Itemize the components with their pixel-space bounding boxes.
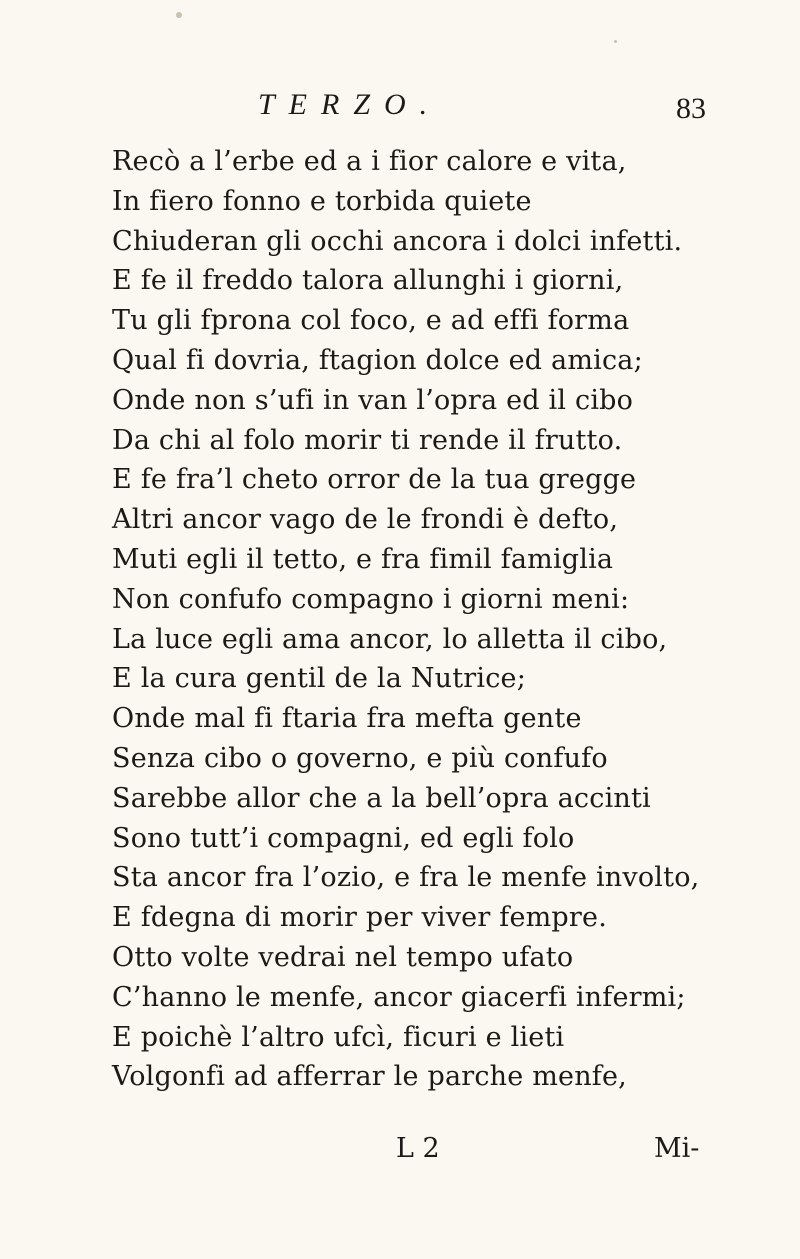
catchword: Mi- [654,1133,700,1164]
verse-line: Senza cibo o governo, e più confufo [112,742,608,774]
verse-line: Non confufo compagno i giorni meni: [112,583,630,615]
verse-line: Otto volte vedrai nel tempo ufato [112,941,574,973]
verse-line: E poichè l’altro ufcì, ficuri e lieti [112,1021,565,1053]
page-number: 83 [676,92,706,125]
verse-line: E fe il freddo talora allunghi i giorni, [112,265,624,297]
verse-line: Recò a l’erbe ed a i fior calore e vita, [112,146,627,177]
verse-line: La luce egli ama ancor, lo alletta il cibo, [112,623,668,655]
running-title: TERZO. [258,88,442,121]
verse-line: Sono tutt’i compagni, ed egli folo [112,822,575,854]
verse-line: Altri ancor vago de le frondi è defto, [112,504,619,536]
verse-line: Volgonfi ad afferrar le parche menfe, [112,1061,627,1093]
paper-speck [176,12,182,18]
signature-mark: L 2 [396,1133,440,1164]
verse-line: Sarebbe allor che a la bell’opra accinti [112,782,651,814]
verse-block [112,142,792,1097]
page-footer [0,1133,800,1173]
verse-line: Tu gli fprona col foco, e ad effi forma [112,305,630,337]
verse-line: C’hanno le menfe, ancor giacerfi infermi; [112,981,686,1013]
verse-line: Onde mal fi ftaria fra mefta gente [112,703,582,735]
verse-line: Chiuderan gli occhi ancora i dolci infetti. [112,225,683,257]
verse-line: Onde non s’ufi in van l’opra ed il cibo [112,384,634,416]
verse-line: Sta ancor fra l’ozio, e fra le menfe involto, [112,862,700,894]
verse-line: Da chi al folo morir ti rende il frutto. [112,424,623,456]
verse-line: E fdegna di morir per viver fempre. [112,902,607,934]
verse-line: Qual fi dovria, ftagion dolce ed amica; [112,344,643,376]
verse-line: In fiero fonno e torbida quiete [112,185,532,217]
verse-line: Muti egli il tetto, e fra fimil famiglia [112,543,614,575]
verse-line: E la cura gentil de la Nutrice; [112,663,527,695]
paper-speck [614,40,617,43]
verse-line: E fe fra’l cheto orror de la tua gregge [112,464,637,496]
